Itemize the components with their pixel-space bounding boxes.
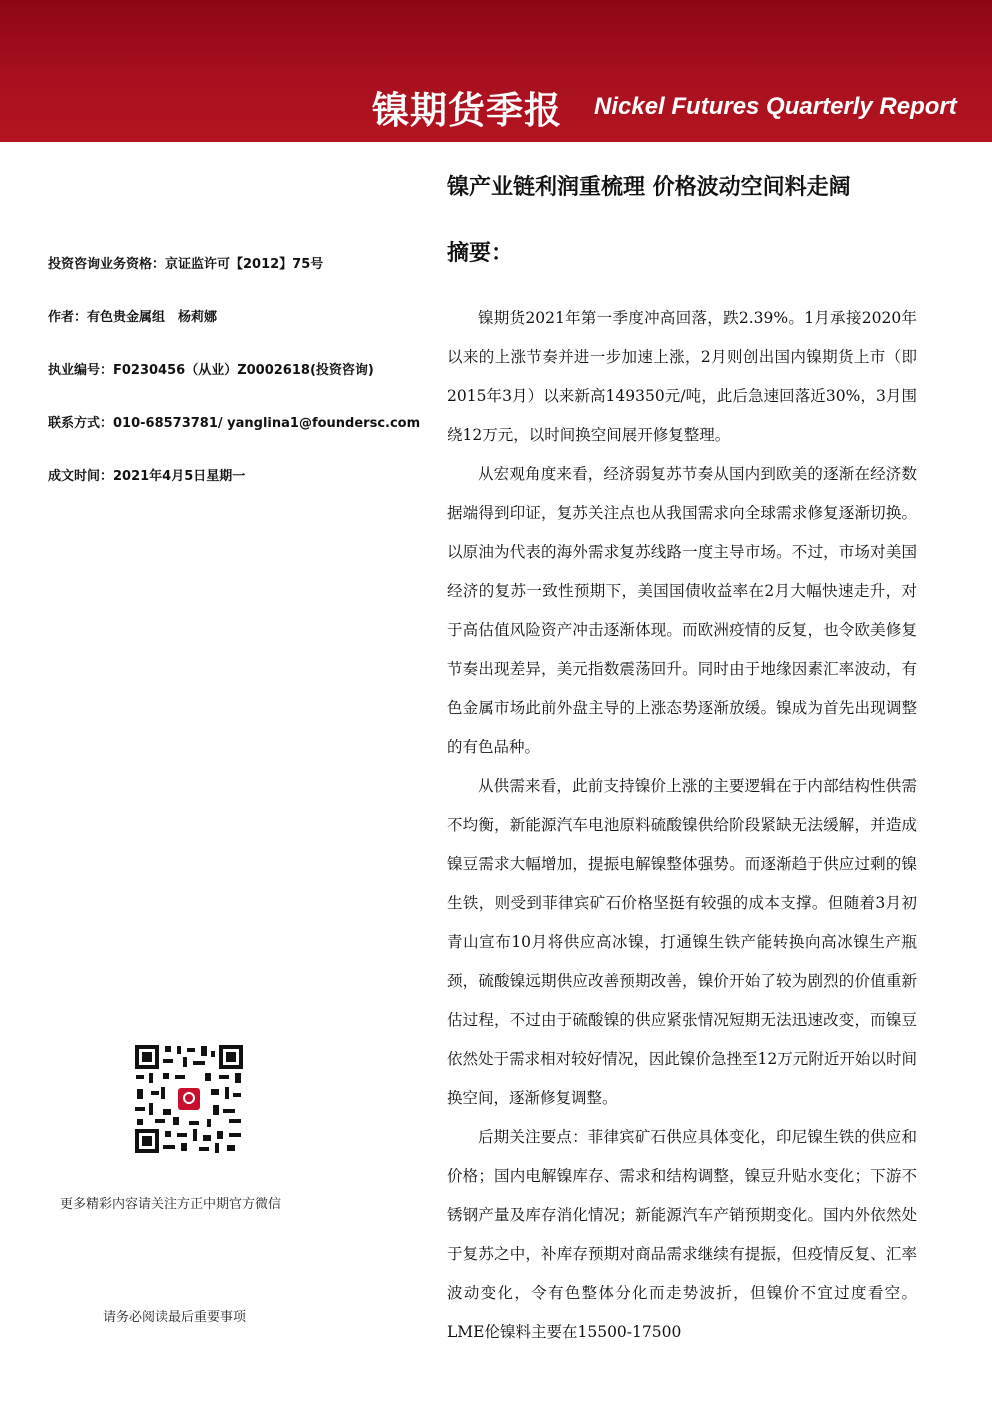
abstract-heading: 摘要：: [447, 241, 514, 266]
qualification-line: 投资咨询业务资格：京证监许可【2012】75号: [48, 257, 324, 272]
qr-caption: 更多精彩内容请关注方正中期官方微信: [60, 1197, 282, 1212]
header-title-en: Nickel Futures Quarterly Report: [594, 93, 957, 120]
date-line: 成文时间：2021年4月5日星期一: [48, 469, 246, 484]
license-number-line: 执业编号：F0230456（从业）Z0002618(投资咨询): [48, 363, 374, 378]
abstract-body: [447, 299, 917, 1352]
report-title: 镍产业链利润重梳理 价格波动空间料走阔: [447, 175, 851, 200]
disclaimer-note: 请务必阅读最后重要事项: [103, 1310, 247, 1325]
abstract-paragraph: 镍期货2021年第一季度冲高回落，跌2.39%。1月承接2020年以来的上涨节奏并进一步加速上涨，2月则创出国内镍期货上市（即2015年3月）以来新高149350元/吨，此后急速回落近30%，3月围绕12万元，以时间换空间展开修复整理。: [447, 309, 917, 444]
abstract-paragraph: 后期关注要点：菲律宾矿石供应具体变化，印尼镍生铁的供应和价格；国内电解镍库存、需求和结构调整，镍豆升贴水变化；下游不锈钢产量及库存消化情况；新能源汽车产销预期变化。国内外依然处于复苏之中，补库存预期对商品需求继续有提振，但疫情反复、汇率波动变化，令有色整体分化而走势波折，但镍价不宜过度看空。LME伦镍料主要在15500-17500: [447, 1128, 917, 1341]
report-meta: [48, 257, 421, 523]
abstract-paragraph: 从供需来看，此前支持镍价上涨的主要逻辑在于内部结构性供需不均衡，新能源汽车电池原料硫酸镍供给阶段紧缺无法缓解，并造成镍豆需求大幅增加，提振电解镍整体强势。而逐渐趋于供应过剩的镍生铁，则受到菲律宾矿石价格坚挺有较强的成本支撑。但随着3月初青山宣布10月将供应高冰镍，打通镍生铁产能转换向高冰镍生产瓶颈，硫酸镍远期供应改善预期改善，镍价开始了较为剧烈的价值重新估过程，不过由于硫酸镍的供应紧张情况短期无法迅速改变，而镍豆依然处于需求相对较好情况，因此镍价急挫至12万元附近开始以时间换空间，逐渐修复调整。: [447, 777, 917, 1107]
abstract-paragraph: 从宏观角度来看，经济弱复苏节奏从国内到欧美的逐渐在经济数据端得到印证，复苏关注点也从我国需求向全球需求修复逐渐切换。以原油为代表的海外需求复苏线路一度主导市场。不过，市场对美国经济的复苏一致性预期下，美国国债收益率在2月大幅快速走升，对于高估值风险资产冲击逐渐体现。而欧洲疫情的反复，也令欧美修复节奏出现差异，美元指数震荡回升。同时由于地缘因素汇率波动，有色金属市场此前外盘主导的上涨态势逐渐放缓。镍成为首先出现调整的有色品种。: [447, 465, 917, 756]
wechat-qr-code: [133, 1043, 245, 1155]
author-line: 作者：有色贵金属组 杨莉娜: [48, 310, 218, 325]
header-title-cn: 镍期货季报: [372, 89, 562, 132]
contact-line: 联系方式：010-68573781/ yanglina1@foundersc.com: [48, 416, 421, 431]
report-header-banner: [0, 0, 992, 142]
